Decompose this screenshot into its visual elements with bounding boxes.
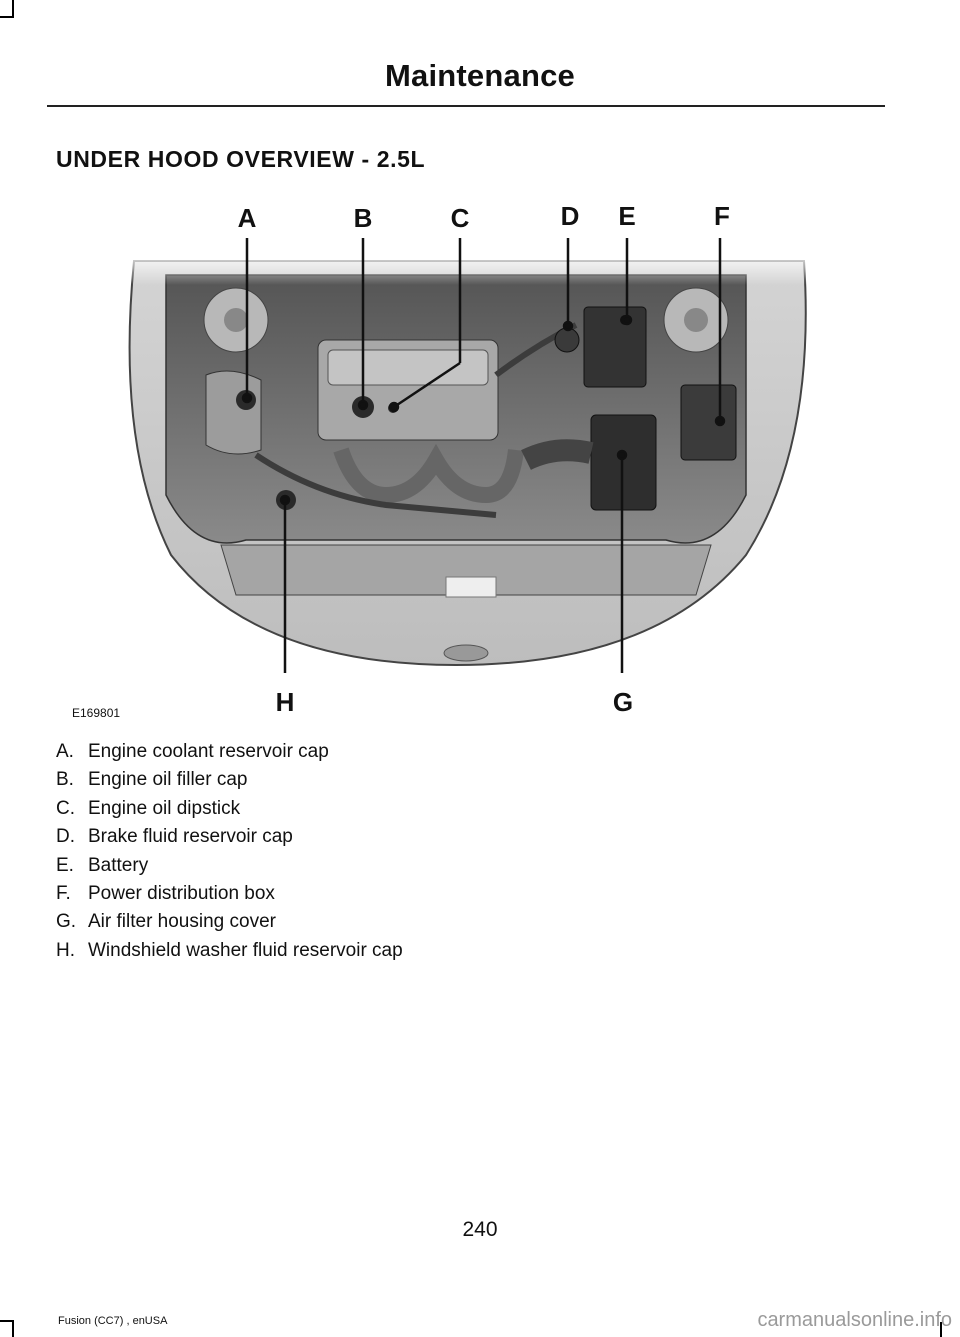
legend-item — [56, 766, 403, 794]
legend-item — [56, 908, 403, 936]
callout-g: G — [612, 687, 634, 717]
page-title: Maintenance — [385, 58, 575, 93]
under-hood-figure — [56, 195, 846, 720]
engine-bay-illustration — [56, 195, 846, 720]
callout-h: H — [275, 687, 295, 717]
legend-text: Battery — [88, 854, 149, 876]
legend-text: Engine oil filler cap — [88, 769, 248, 791]
legend-item — [56, 852, 403, 880]
legend-text: Air filter housing cover — [88, 911, 276, 933]
callout-a: A — [237, 203, 257, 233]
crop-mark — [0, 16, 14, 18]
legend-letter: D. — [56, 826, 75, 848]
section-heading: UNDER HOOD OVERVIEW - 2.5L — [56, 146, 426, 172]
legend-item — [56, 738, 403, 766]
legend-text: Engine oil dipstick — [88, 797, 241, 819]
legend-list — [56, 738, 403, 965]
legend-letter: F. — [56, 882, 71, 904]
legend-text: Windshield washer fluid reservoir cap — [88, 939, 403, 961]
callout-f: F — [714, 201, 730, 231]
footer-text: Fusion (CC7) , enUSA — [58, 1315, 168, 1327]
crop-mark — [12, 0, 14, 16]
legend-text: Power distribution box — [88, 882, 275, 904]
callout-c: C — [450, 203, 470, 233]
legend-letter: A. — [56, 741, 74, 762]
crop-mark — [0, 1320, 14, 1322]
page-number: 240 — [462, 1218, 498, 1241]
legend-item — [56, 880, 403, 908]
legend-letter: B. — [56, 769, 74, 791]
header-divider — [47, 105, 885, 107]
legend-item — [56, 823, 403, 851]
legend-item — [56, 937, 403, 965]
callout-e: E — [618, 201, 636, 231]
callout-b: B — [353, 203, 373, 233]
legend-letter: E. — [56, 854, 74, 876]
figure-id: E169801 — [72, 706, 121, 720]
legend-letter: G. — [56, 911, 77, 933]
watermark: carmanualsonline.info — [757, 1309, 952, 1331]
legend-item — [56, 795, 403, 823]
legend-text: Engine coolant reservoir cap — [88, 741, 329, 762]
callout-d: D — [560, 201, 580, 231]
crop-mark — [12, 1322, 14, 1337]
legend-text: Brake fluid reservoir cap — [88, 826, 293, 848]
legend-letter: H. — [56, 939, 75, 961]
legend-letter: C. — [56, 797, 75, 819]
